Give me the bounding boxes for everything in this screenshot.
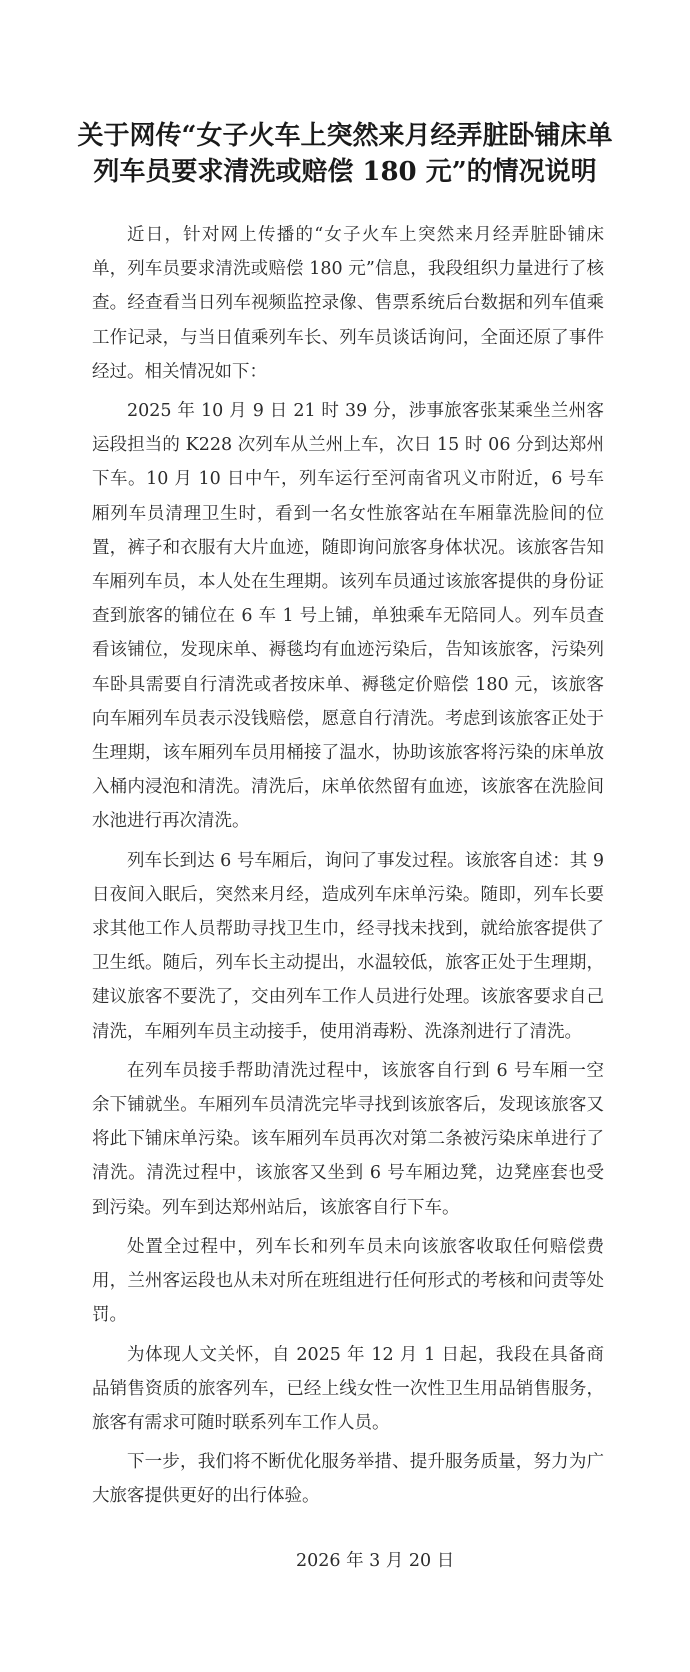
paragraph-no-fee: 处置全过程中，列车长和列车员未向该旅客收取任何赔偿费用，兰州客运段也从未对所在班组进行任何形式的考核和问责等处罚。 (92, 1236, 604, 1326)
paragraph-incident: 2025 年 10 月 9 日 21 时 39 分，涉事旅客张某乘坐兰州客运段担当的 K228 次列车从兰州上车，次日 15 时 06 分到达郑州下车。10 月 10 日中午，列车运行至河南省巩义市附近，6 号车厢列车员清理卫生时，看到一名女性旅客站在车厢靠洗脸间的位置，裤子和衣服有大片血迹，随即询问旅客身体状况。该旅客告知车厢列车员，本人处在生理期。该列车员通过该旅客提供的身份证查到旅客的铺位在 6 车 1 号上铺，单独乘车无陪同人。列车员查看该铺位，发现床单、褥毯均有血迹污染后，告知该旅客，污染列车卧具需要自行清洗或者按床单、褥毯定价赔偿 180 元，该旅客向车厢列车员表示没钱赔偿，愿意自行清洗。考虑到该旅客正处于生理期，该车厢列车员用桶接了温水，协助该旅客将污染的床单放入桶内浸泡和清洗。清洗后，床单依然留有血迹，该旅客在洗脸间水池进行再次清洗。 (92, 401, 604, 832)
paragraph-next-step: 下一步，我们将不断优化服务举措、提升服务质量，努力为广大旅客提供更好的出行体验。 (92, 1452, 604, 1507)
document-body (92, 218, 604, 1519)
title-line-2: 列车员要求清洗或赔偿 180 元”的情况说明 (93, 157, 597, 187)
title-line-1: 关于网传“女子火车上突然来月经弄脏卧铺床单 (77, 121, 613, 151)
paragraph-cleaning: 在列车员接手帮助清洗过程中，该旅客自行到 6 号车厢一空余下铺就坐。车厢列车员清洗完毕寻找到该旅客后，发现该旅客又将此下铺床单污染。该车厢列车员再次对第二条被污染床单进行了清洗。清洗过程中，该旅客又坐到 6 号车厢边凳，边凳座套也受到污染。列车到达郑州站后，该旅客自行下车。 (92, 1060, 604, 1218)
paragraph-service: 为体现人文关怀，自 2025 年 12 月 1 日起，我段在具备商品销售资质的旅客列车，已经上线女性一次性卫生用品销售服务，旅客有需求可随时联系列车工作人员。 (92, 1344, 604, 1433)
document-date: 2026 年 3 月 20 日 (296, 1551, 455, 1571)
document-title (40, 118, 650, 190)
paragraph-intro: 近日，针对网上传播的“女子火车上突然来月经弄脏卧铺床单，列车员要求清洗或赔偿 180 元”信息，我段组织力量进行了核查。经查看当日列车视频监控录像、售票系统后台数据和列车值乘工作记录，与当日值乘列车长、列车员谈话询问，全面还原了事件经过。相关情况如下： (92, 225, 604, 382)
paragraph-train-chief: 列车长到达 6 号车厢后，询问了事发过程。该旅客自述：其 9 日夜间入眠后，突然来月经，造成列车床单污染。随即，列车长要求其他工作人员帮助寻找卫生巾，经寻找未找到，就给旅客提供了卫生纸。随后，列车长主动提出，水温较低，旅客正处于生理期，建议旅客不要洗了，交由列车工作人员进行处理。该旅客要求自己清洗，车厢列车员主动接手，使用消毒粉、洗涤剂进行了清洗。 (92, 850, 604, 1042)
